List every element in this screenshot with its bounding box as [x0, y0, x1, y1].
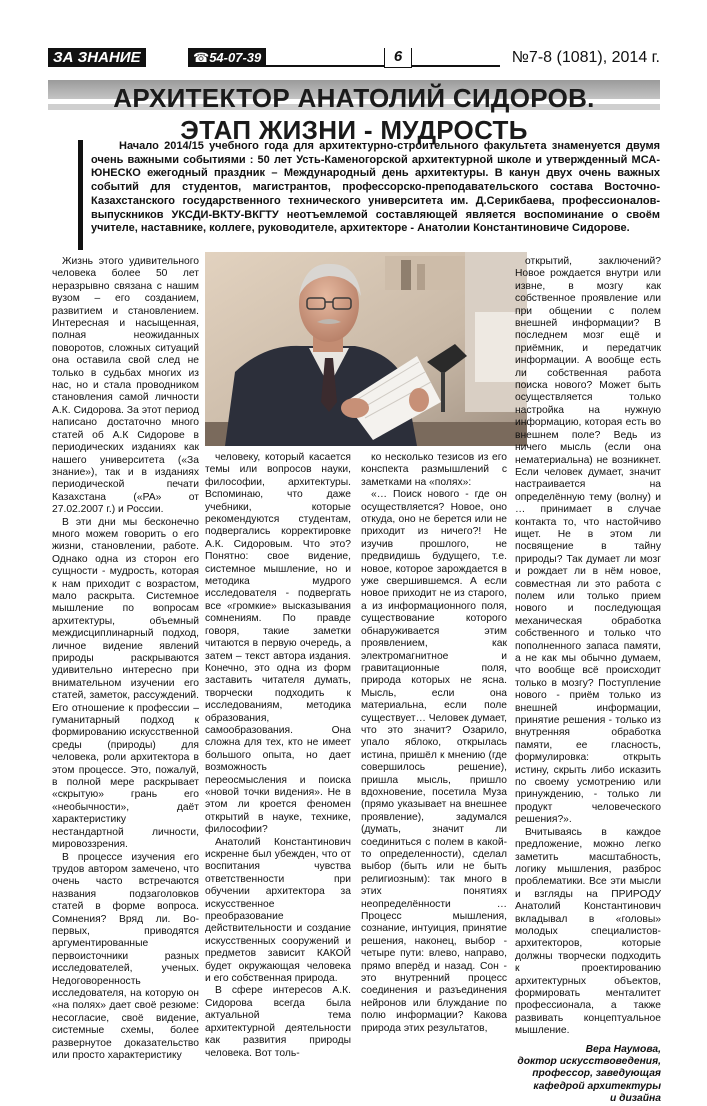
paragraph: ко несколько тезисов из его конспекта размышлений с заметками на «полях»:: [361, 452, 507, 488]
article-column-1: [52, 256, 199, 1062]
article-column-3: [361, 452, 507, 1035]
headline-line-1: АРХИТЕКТОР АНАТОЛИЙ СИДОРОВ.: [113, 83, 595, 113]
paragraph: человеку, который касается темы или вопросов науки, философии, архитектуры. Вспоминаю, что даже учебники, которые рекомендуются студентам, подвергались корректировке А.К. Сидоровым. Что это? Понятно: свое видение, системное мышление, но и методика мудрого исследователя - подвергать все «громкие» высказывания сомнениям. По правде говоря, такие заметки читаются в первую очередь, а затем – текст автора издания. Конечно, это одна из форм заставить читателя думать, творчески подходить к исследованиям, методика образования, самообразования. Она сложна для тех, кто не имеет большого опыта, но дает возможность переосмысления и поиска «новой точки видения». Не в этом ли кроется феномен открытий в науке, технике, философии?: [205, 452, 351, 836]
header-rule: [258, 65, 500, 67]
author-title: профессор, заведующая: [532, 1068, 661, 1080]
author-title: кафедрой архитектуры: [533, 1080, 661, 1092]
article-column-4: [515, 256, 661, 1106]
portrait-illustration: [205, 252, 527, 446]
author-signature: [515, 1044, 661, 1106]
newspaper-title: ЗА ЗНАНИЕ: [48, 48, 146, 67]
headline-line-2: ЭТАП ЖИЗНИ - МУДРОСТЬ: [180, 115, 528, 145]
paragraph: «… Поиск нового - где он осуществляется? Новое, оно откуда, оно не берется или не приходит из ничего?! Не изучив прошлого, не предвидишь будущего, т.е. новое, которое зарождается в уже свершившемся. А если новое приходит не из старого, а из информационного поля, существование которого обнаруживается этим проявлением, как электромагнитное и гравитационные поля, природа которых не ясна. Мысль, если она материальна, если поле существует… Человек думает, что это значит? Озарило, упало яблоко, открылась истина, пришёл к мнению (где совершилось решение), пришла мысль, пришло вдохновение, посетила Муза (прямо указывает на внешнее проявление), задумался (думать, значит ли соединиться с полем в какой-то определенности), сделал выбор (быть или не быть религиозным): так много в этих понятиях неопределённости … Процесс мышления, сознание, интуиция, принятие решения, наконец, выбор - четыре пути: влево, направо, прямо вперёд и назад. Сон - это внутренний процесс соединения и разъединения нейронов или блуждание по полю информации? Какова природа этих результатов,: [361, 489, 507, 1034]
paragraph: В процессе изучения его трудов автором замечено, что очень часто встречаются названия подзаголовков статей в форме вопроса. Сомнения? Вряд ли. Во-первых, приводятся аргументированные первоисточники разных исследователей, ученых. Недоговоренность исследователя, на которую он «на полях» дает своё резюме: несогласие, своё видение, системные схемы, более развернутое доказательство или просто характеристику: [52, 851, 199, 1061]
page-header: [48, 48, 660, 69]
paragraph: Анатолий Константинович искренне был убежден, что от воспитания чувства ответственности при обучении архитектора за искусственное преобразование действительности и создание искусственных сооружений и предметов зависит КАКОЙ будет окружающая человека и его собственная природа.: [205, 836, 351, 985]
article-column-2: [205, 452, 351, 1060]
author-title: доктор искусствоведения,: [517, 1056, 661, 1067]
page-number: 6: [384, 48, 412, 68]
article-headline: [48, 82, 660, 146]
author-name: Вера Наумова,: [585, 1043, 661, 1055]
paragraph: открытий, заключений? Новое рождается внутри или извне, в мозгу как собственное проявление или при общении с полем внешней информации? В последнем мозг ещё и приёмник, и передатчик информации. А вообще есть ли собственная работа поиска нового? Может быть осуществляется только настройка на нужную информацию, которая есть во внешнем поле? Ведь из ничего мысль (если она нематериальна) не возникнет. Если человек думает, значит настраивается на определённую тему (волну) и … принимает в случае контакта то, что настойчиво ищет. Не в этом ли посвящение в тайну природы? Так думает ли мозг и рождает ли в нём новое, совместная ли это работа с полем или только прием нового и последующая механическая обработка собственного и только что пополненного запаса памяти, а не как мы обычно думаем, что вообще всё происходит только в мозгу? Поступление нового - приём только из внешней информации, принятие решения - только из внутренняя обработка памяти, ее гласность, формулировка: открыть истину, скрыть либо исказить по своему усмотрению или принуждению, - только ли продукт человеческого решения?».: [515, 256, 661, 826]
portrait-photo: [205, 252, 527, 446]
newspaper-phone: ☎54-07-39: [188, 48, 266, 67]
author-title: и дизайна: [609, 1093, 661, 1105]
issue-number: №7-8 (1081), 2014 г.: [511, 49, 660, 66]
paragraph: В сфере интересов А.К. Сидорова всегда была актуальной тема архитектурной деятельности как развития природы человека. Вот толь-: [205, 985, 351, 1059]
paragraph: Жизнь этого удивительного человека более 50 лет неразрывно связана с нашим вузом – его созданием, развитием и становлением. Интересная и насыщенная, полная неожиданных поворотов, сложных ситуаций она оставила свой след не только в судьбах многих из нас, но и стала проводником становления самой личности А.К. Сидорова. За этот период написано достаточно много статей об А.К Сидорове в периодических изданиях как нашего университета («За знание»), так и в изданиях периодической печати Казахстана («РА» от 27.02.2007 г.) и России.: [52, 256, 199, 516]
paragraph: Вчитываясь в каждое предложение, можно легко заметить масштабность, логику мышления, разброс проблематики. Все эти мысли и взгляды на ПРИРОДУ Анатолий Константинович вкладывал в «головы» молодых специалистов-архитекторов, которые должны творчески подходить к проектированию архитектурных объектов, формировать менталитет профессионала, а также развивать концептуальное мышление.: [515, 826, 661, 1037]
article-lead: Начало 2014/15 учебного года для архитектурно-строительного факультета знаменуется двумя очень важными событиями : 50 лет Усть-Каменогорской архитектурной школе и утвержденный МСА-ЮНЕСКО ежегодный праздник – Международный день архитектуры. В канун двух очень важных событий для студентов, магистрантов, профессорско-преподавательского состава Восточно-Казахстанского государственного технического университета им. Д.Серикбаева, профессионалов-выпускников УКСДИ-ВКТУ-ВКГТУ неотъемлемой составляющей является воспоминание о своём учителе, наставнике, коллеге, руководителе, архитекторе - Анатолии Константиновиче Сидорове.: [78, 140, 660, 250]
paragraph: В эти дни мы бесконечно много можем говорить о его жизни, становлении, работе. Однако одна из сторон его сущности - мудрость, которая к нам приходит с возрастом, мало раскрыта. Системное мышление по вопросам архитектуры, объемный междисциплинарный подход, личное видение явлений природы раскрываются удивительно интересно при внимательном изучении его статей, заметок, рассуждений. Его отношение к профессии – гуманитарный подход к формированию искусственной среды (природы) для человека, роли архитектора в этом процессе. Это, пожалуй, в полной мере раскрывает «скрытую» грань его «необычности», даёт характеристику нестандартной личности, мировоззрения.: [52, 516, 199, 851]
